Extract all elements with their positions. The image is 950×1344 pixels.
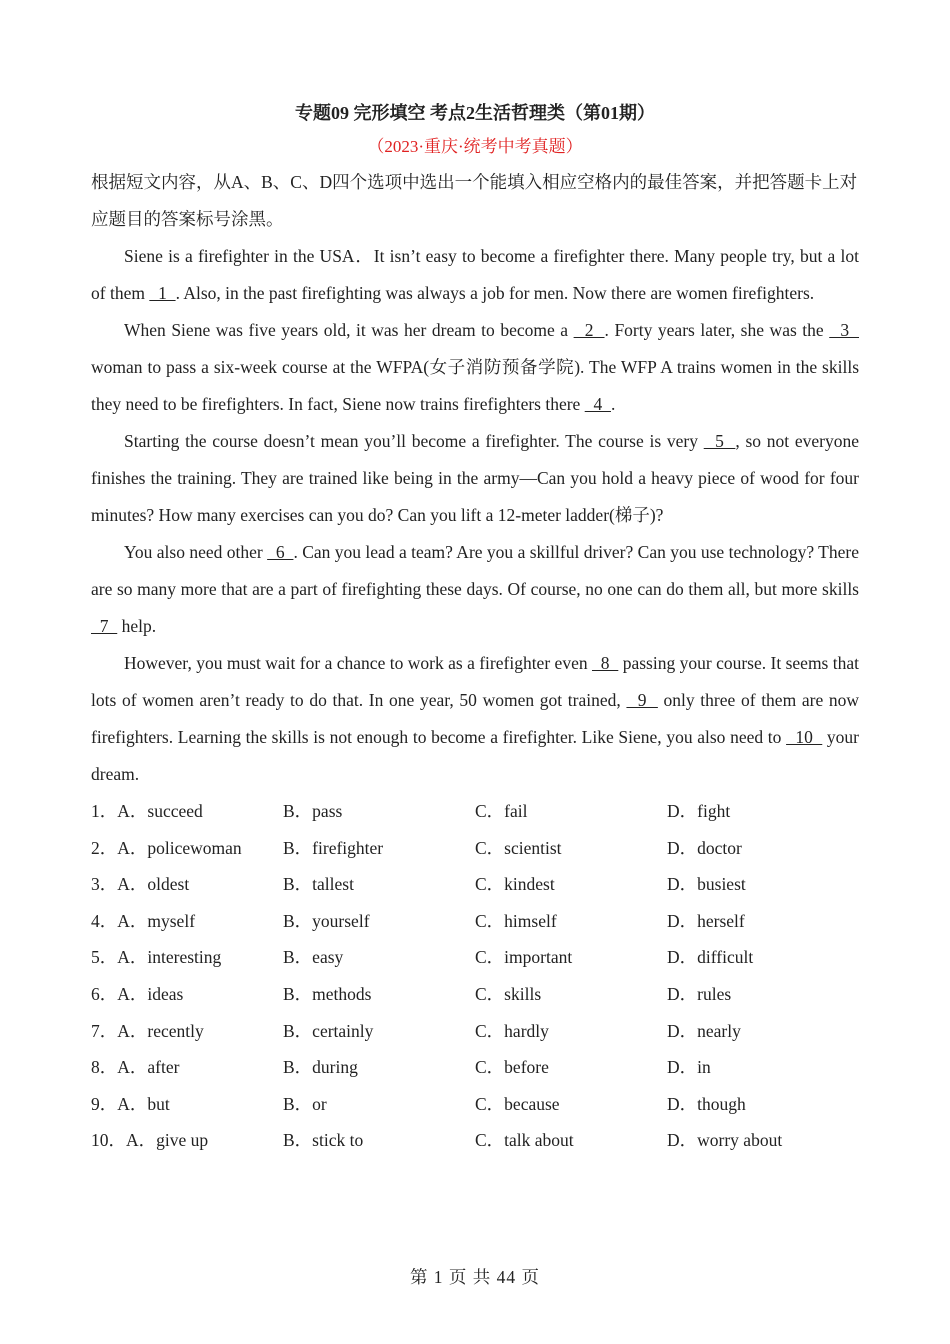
option-c: C．hardly: [475, 1020, 549, 1041]
option-b: B．yourself: [283, 910, 370, 931]
option-d: D．worry about: [667, 1130, 783, 1151]
option-d: D．difficult: [667, 947, 754, 968]
option-a: 6．A．ideas: [91, 983, 184, 1004]
option-b: B．stick to: [283, 1130, 364, 1151]
option-a: 4．A．myself: [91, 910, 196, 931]
option-d: D．doctor: [667, 837, 742, 858]
passage-paragraph-2: When Siene was five years old, it was her dream to become a 2 . Forty years later, she was the 3 woman to pass a six-week course at the WFPA(女子消防预备学院). The WFP A trains women in the skills they need to be firefighters. In fact, Siene now trains firefighters there 4 .: [91, 320, 859, 414]
option-b: B．firefighter: [283, 837, 384, 858]
question-row: [91, 793, 859, 830]
option-d: D．in: [667, 1057, 711, 1078]
option-a: 9．A．but: [91, 1093, 170, 1114]
passage-paragraph-3: Starting the course doesn’t mean you’ll become a firefighter. The course is very 5 , so not everyone finishes the training. They are trained like being in the army—Can you hold a heavy piece of wood for four minutes? How many exercises can you do? Can you lift a 12-meter ladder(梯子)?: [91, 431, 860, 525]
option-c: C．talk about: [475, 1130, 574, 1151]
option-d: D．though: [667, 1093, 746, 1114]
blank-4: 4: [584, 394, 611, 414]
passage-paragraph-4: You also need other 6 . Can you lead a team? Are you a skillful driver? Can you use technology? There are so many more that are a part of firefighting these days. Of course, no one can do them all, but more skills 7 help.: [91, 542, 859, 636]
option-d: D．rules: [667, 983, 732, 1004]
option-b: B．certainly: [283, 1020, 374, 1041]
blank-3: 3: [829, 320, 859, 340]
blank-1: 1: [149, 283, 176, 303]
question-row: [91, 1122, 859, 1159]
option-a: 8．A．after: [91, 1057, 180, 1078]
passage-paragraph-1: Siene is a firefighter in the USA．It isn’t easy to become a firefighter there. Many people try, but a lot of them 1 . Also, in the past firefighting was always a job for men. Now there are women firefighters.: [91, 246, 859, 303]
question-row: [91, 976, 859, 1013]
question-row: [91, 830, 859, 867]
option-a: 3．A．oldest: [91, 874, 190, 895]
option-a: 5．A．interesting: [91, 947, 222, 968]
question-row: [91, 866, 859, 903]
question-row: [91, 939, 859, 976]
option-b: B．tallest: [283, 874, 354, 895]
option-c: C．important: [475, 947, 573, 968]
option-c: C．fail: [475, 801, 528, 821]
option-c: C．himself: [475, 910, 557, 931]
question-row: [91, 1049, 859, 1086]
blank-10: 10: [786, 727, 823, 747]
blank-7: 7: [91, 616, 118, 636]
page-number: 第 1 页 共 44 页: [409, 1267, 541, 1287]
option-d: D．fight: [667, 801, 731, 821]
option-c: C．because: [475, 1093, 560, 1114]
blank-5: 5: [703, 431, 736, 451]
option-c: C．skills: [475, 983, 542, 1004]
option-b: B．or: [283, 1093, 327, 1114]
option-c: C．scientist: [475, 837, 562, 858]
option-b: B．pass: [283, 801, 343, 821]
option-d: D．nearly: [667, 1020, 741, 1041]
passage-paragraph-5: However, you must wait for a chance to work as a firefighter even 8 passing your course. It seems that lots of women aren’t ready to do that. In one year, 50 women got trained, 9 only three of them are now firefighters. Learning the skills is not enough to become a firefighter. Like Siene, you also need to 10 your dream.: [91, 653, 860, 784]
option-b: B．during: [283, 1057, 358, 1078]
source-label: （2023·重庆·统考中考真题）: [367, 137, 583, 156]
blank-9: 9: [626, 690, 658, 710]
question-row: [91, 1013, 859, 1050]
option-c: C．before: [475, 1057, 549, 1078]
option-b: B．methods: [283, 983, 372, 1004]
option-b: B．easy: [283, 947, 344, 968]
option-a: 7．A．recently: [91, 1020, 204, 1041]
option-c: C．kindest: [475, 874, 555, 895]
question-row: [91, 1086, 859, 1123]
option-a: 1．A．succeed: [91, 801, 203, 821]
question-row: [91, 903, 859, 940]
document-page: [91, 96, 859, 1159]
answer-options: [91, 793, 859, 1159]
option-d: D．busiest: [667, 874, 746, 895]
option-d: D．herself: [667, 910, 745, 931]
blank-2: 2: [573, 320, 605, 340]
blank-6: 6: [267, 542, 294, 562]
option-a: 2．A．policewoman: [91, 837, 242, 858]
instruction-text: 根据短文内容，从A、B、C、D四个选项中选出一个能填入相应空格内的最佳答案，并把答题卡上对应题目的答案标号涂黑。: [91, 172, 858, 229]
option-a: 10．A．give up: [91, 1130, 209, 1151]
blank-8: 8: [591, 653, 619, 673]
page-title: 专题09 完形填空 考点2生活哲理类（第01期）: [295, 103, 655, 123]
